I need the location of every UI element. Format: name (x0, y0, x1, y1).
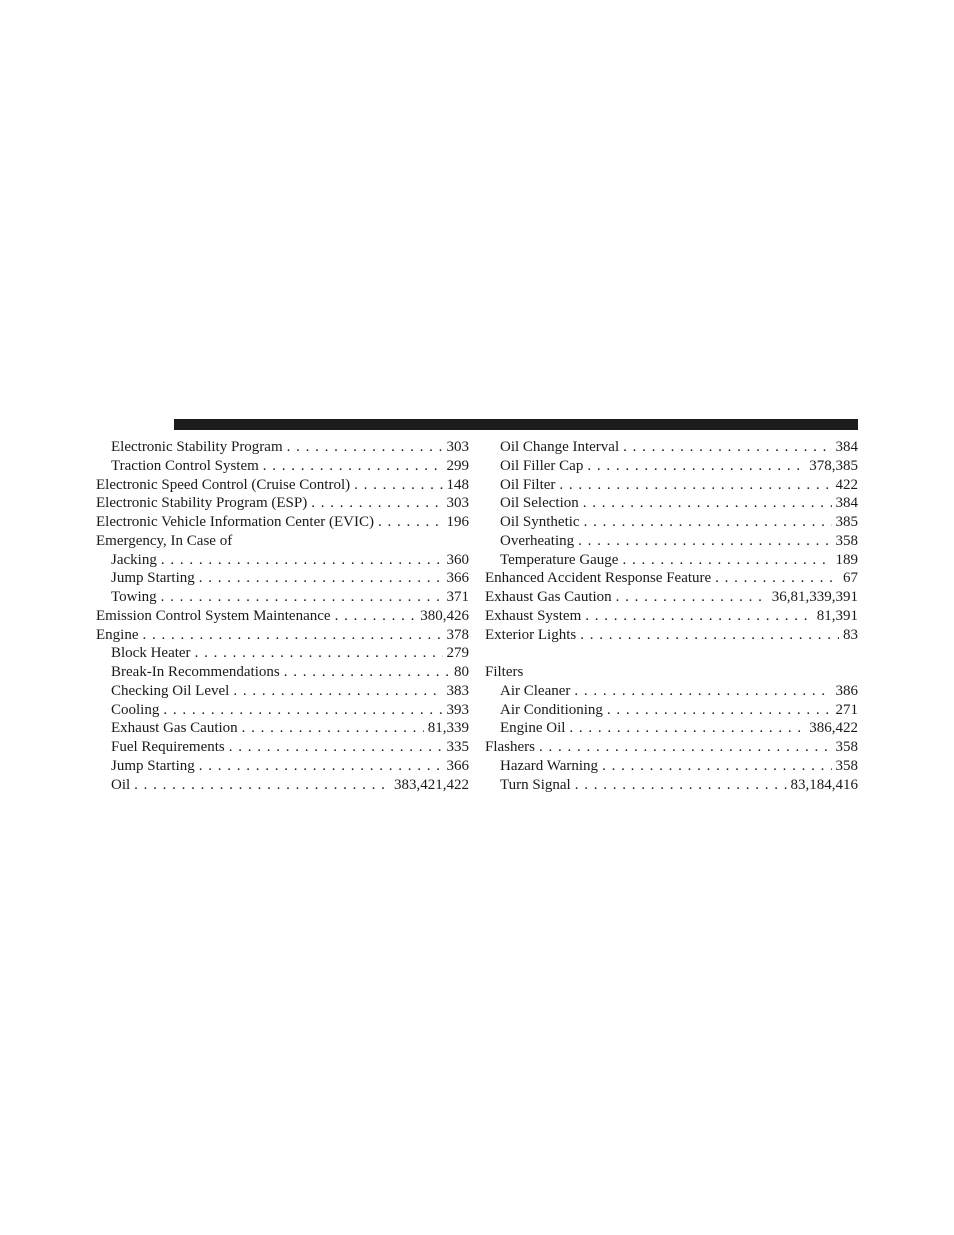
index-spacer (485, 644, 858, 663)
index-term: Cooling (111, 701, 160, 718)
page-reference: 393 (446, 701, 469, 718)
dot-leader (583, 494, 832, 513)
page-reference: 384 (835, 439, 858, 455)
dot-leader (229, 738, 443, 757)
index-term: Towing (111, 589, 157, 605)
index-term: Emission Control System Maintenance (96, 607, 331, 624)
index-subentry (485, 551, 858, 570)
dot-leader (587, 457, 805, 476)
page-reference: 386,422 (809, 720, 858, 737)
index-term: Oil Selection (500, 495, 579, 512)
page-reference: 383,421,422 (394, 776, 469, 793)
page-reference: 303 (446, 439, 469, 455)
index-term: Filters (485, 664, 524, 680)
page-reference: 303 (446, 495, 469, 512)
index-subentry (96, 569, 469, 588)
index-subentry (485, 776, 858, 795)
page-reference: 358 (835, 532, 858, 549)
page-reference: 385 (835, 514, 858, 530)
index-entry (485, 663, 858, 682)
dot-leader (143, 626, 443, 645)
index-term: Turn Signal (500, 776, 571, 793)
index-term: Oil Synthetic (500, 514, 580, 530)
index-subentry (485, 438, 858, 457)
page-reference: 378 (446, 626, 469, 643)
page-reference: 271 (835, 701, 858, 718)
page-reference: 335 (446, 739, 469, 755)
dot-leader (335, 607, 417, 626)
index-term: Enhanced Accident Response Feature (485, 570, 712, 587)
dot-leader (242, 719, 424, 738)
dot-leader (585, 607, 813, 626)
page-reference: 81,339 (427, 720, 469, 737)
page-reference: 83,184,416 (790, 776, 858, 793)
dot-leader (715, 569, 839, 588)
index-term: Overheating (500, 532, 575, 549)
page-reference: 299 (446, 457, 469, 474)
index-subentry (96, 757, 469, 776)
page-reference: 371 (446, 589, 469, 605)
index-term: Oil Change Interval (500, 439, 620, 455)
index-subentry (96, 588, 469, 607)
dot-leader (607, 701, 832, 720)
index-term: Hazard Warning (500, 757, 599, 774)
page-reference: 383 (446, 682, 469, 699)
index-subentry (96, 551, 469, 570)
index-entry (485, 738, 858, 757)
dot-leader (616, 588, 768, 607)
index-subentry (96, 682, 469, 701)
index-term: Electronic Vehicle Information Center (EVIC) (96, 514, 374, 530)
index-term: Block Heater (111, 645, 191, 662)
page-reference: 384 (835, 495, 858, 512)
index-subentry (96, 719, 469, 738)
dot-leader (575, 776, 787, 795)
index-subentry (96, 776, 469, 795)
page-reference: 422 (835, 476, 858, 493)
page-reference: 358 (835, 739, 858, 755)
index-term: Oil (111, 776, 131, 793)
index-term: Electronic Stability Program (ESP) (96, 495, 308, 512)
index-entry (96, 607, 469, 626)
dot-leader (378, 513, 443, 532)
dot-leader (569, 719, 805, 738)
page-reference: 189 (835, 551, 858, 568)
index-entry (485, 607, 858, 626)
index-term: Engine (96, 626, 139, 643)
index-term: Exhaust Gas Caution (111, 720, 238, 737)
page-reference: 358 (835, 757, 858, 774)
index-subentry (485, 532, 858, 551)
dot-leader (623, 438, 831, 457)
index-entry (96, 532, 469, 551)
index-subentry (96, 663, 469, 682)
index-entry (96, 626, 469, 645)
index-term: Exterior Lights (485, 626, 577, 643)
page-reference: 366 (446, 570, 469, 587)
index-term: Checking Oil Level (111, 682, 230, 699)
page-reference: 81,391 (816, 607, 858, 624)
index-term: Oil Filler Cap (500, 457, 584, 474)
index-term: Air Conditioning (500, 701, 603, 718)
index-subentry (96, 738, 469, 757)
dot-leader (199, 757, 443, 776)
dot-leader (287, 438, 443, 457)
dot-leader (602, 757, 831, 776)
index-term: Jump Starting (111, 757, 195, 774)
index-entry (485, 626, 858, 645)
page-reference: 279 (446, 645, 469, 662)
index-entry (485, 569, 858, 588)
index-term: Fuel Requirements (111, 739, 225, 755)
index-column-right (485, 438, 858, 794)
index-term: Electronic Speed Control (Cruise Control) (96, 476, 351, 493)
index-term: Oil Filter (500, 476, 556, 493)
index-entry (485, 588, 858, 607)
dot-leader (134, 776, 390, 795)
index-subentry (485, 701, 858, 720)
dot-leader (199, 569, 443, 588)
page-reference: 196 (446, 514, 469, 530)
dot-leader (539, 738, 832, 757)
index-term: Flashers (485, 739, 535, 755)
dot-leader (559, 476, 831, 495)
header-rule-bar (174, 419, 858, 430)
dot-leader (161, 551, 443, 570)
index-term: Jump Starting (111, 570, 195, 587)
page-reference: 80 (454, 664, 469, 680)
index-term: Air Cleaner (500, 682, 571, 699)
dot-leader (574, 682, 831, 701)
index-entry (96, 476, 469, 495)
index-subentry (485, 476, 858, 495)
index-term: Temperature Gauge (500, 551, 619, 568)
dot-leader (163, 701, 442, 720)
page-reference: 386 (835, 682, 858, 699)
index-subentry (96, 457, 469, 476)
index-entry (96, 494, 469, 513)
index-subentry (485, 682, 858, 701)
index-term: Emergency, In Case of (96, 532, 233, 549)
index-entry (96, 513, 469, 532)
page-reference: 380,426 (420, 607, 469, 624)
dot-leader (580, 626, 839, 645)
index-subentry (485, 719, 858, 738)
index-term: Engine Oil (500, 720, 566, 737)
dot-leader (233, 682, 442, 701)
index-subentry (96, 644, 469, 663)
page-reference: 378,385 (809, 457, 858, 474)
dot-leader (584, 513, 832, 532)
index-subentry (485, 494, 858, 513)
dot-leader (578, 532, 831, 551)
page-reference: 83 (843, 626, 858, 643)
dot-leader (311, 494, 442, 513)
index-term: Exhaust Gas Caution (485, 589, 612, 605)
dot-leader (354, 476, 442, 495)
index-term: Exhaust System (485, 607, 582, 624)
dot-leader (284, 663, 450, 682)
page-reference: 360 (446, 551, 469, 568)
index-term: Break-In Recommendations (111, 664, 280, 680)
index-column-left (96, 438, 469, 794)
page-reference: 148 (446, 476, 469, 493)
dot-leader (263, 457, 443, 476)
page-reference: 67 (843, 570, 858, 587)
index-subentry (96, 701, 469, 720)
index-subentry (485, 757, 858, 776)
index-term: Traction Control System (111, 457, 259, 474)
dot-leader (195, 644, 443, 663)
index-subentry (485, 513, 858, 532)
dot-leader (161, 588, 443, 607)
page-reference: 366 (446, 757, 469, 774)
page-reference: 36,81,339,391 (771, 589, 858, 605)
dot-leader (622, 551, 831, 570)
index-term: Jacking (111, 551, 157, 568)
index-subentry (96, 438, 469, 457)
index-subentry (485, 457, 858, 476)
index-term: Electronic Stability Program (111, 439, 283, 455)
